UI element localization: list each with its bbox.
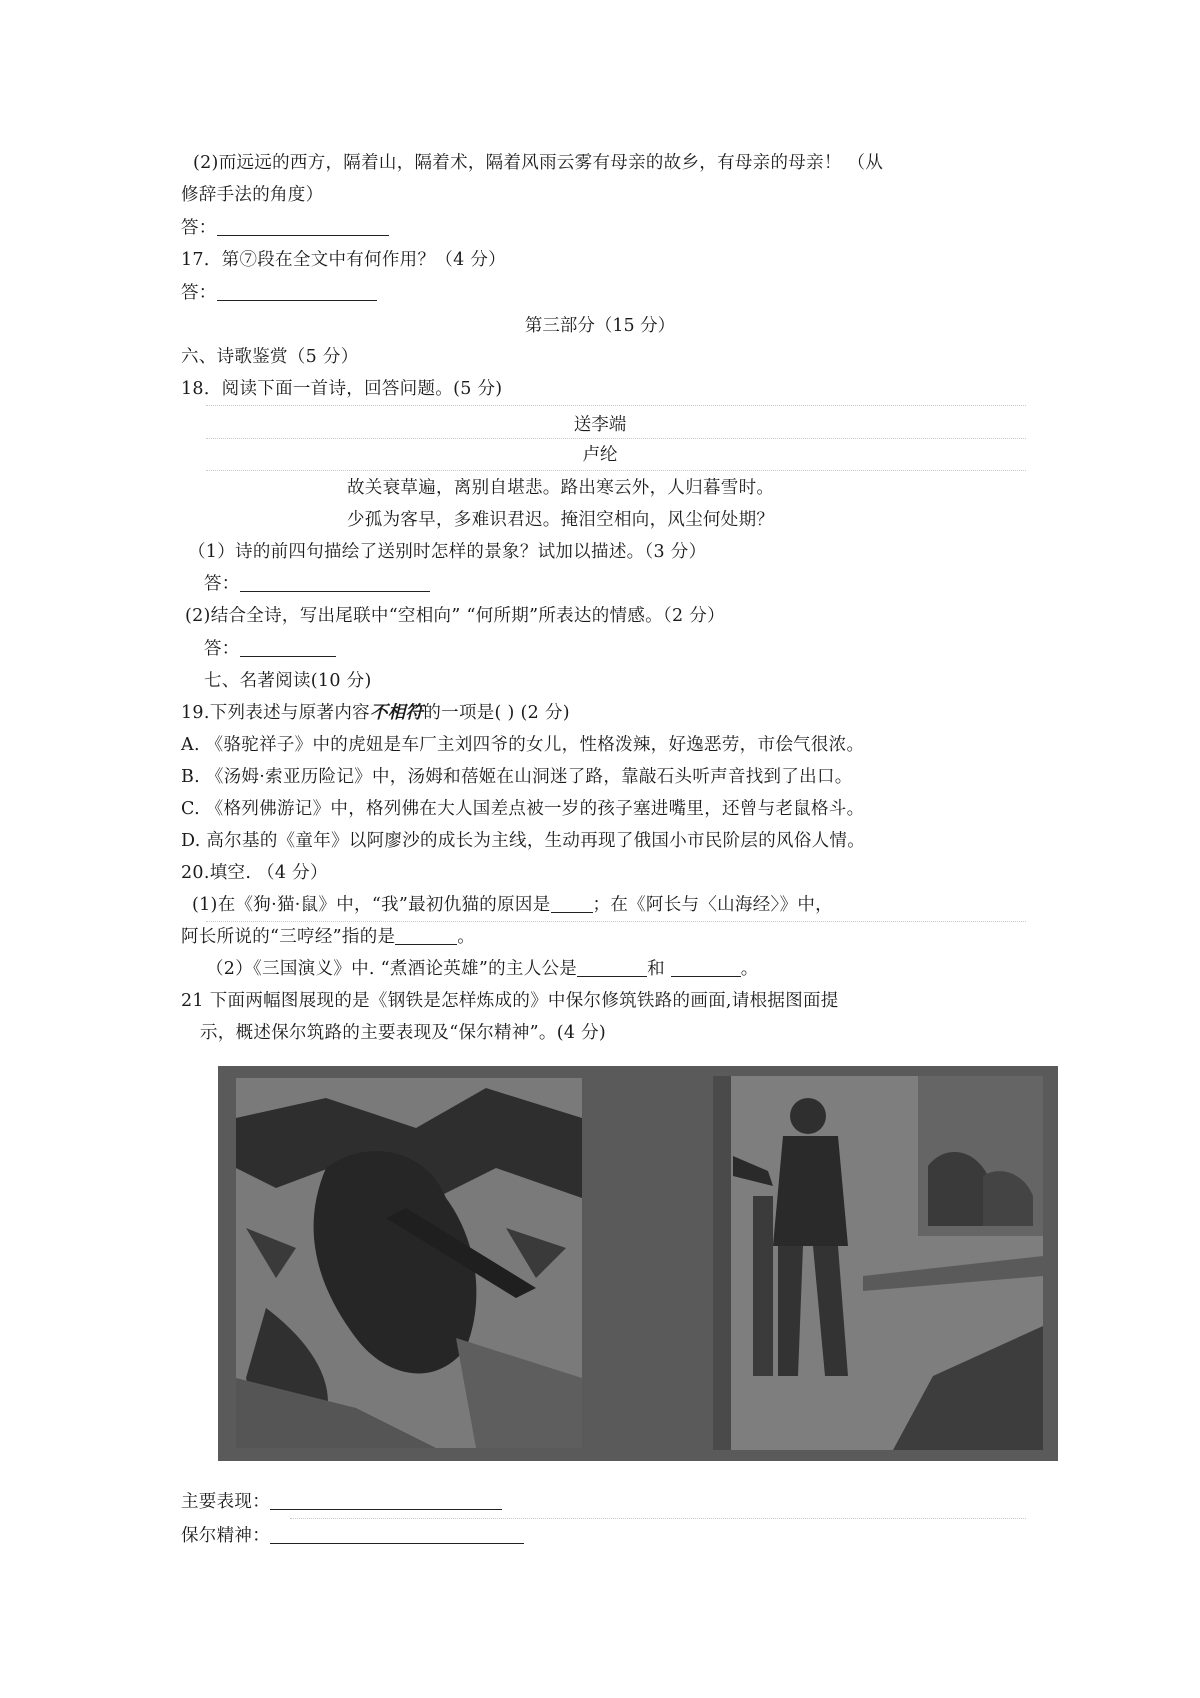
answer-label: 答： — [181, 218, 217, 238]
q21-line1: 21 下面两幅图展现的是《钢铁是怎样炼成的》中保尔修筑铁路的画面,请根据图面提 — [181, 991, 839, 1011]
answer-blank[interactable] — [217, 219, 389, 236]
answer-blank[interactable] — [270, 1527, 524, 1544]
q21-answer1-row — [181, 1491, 502, 1513]
q19-option-a: A. 《骆驼祥子》中的虎妞是车厂主刘四爷的女儿，性格泼辣，好逸恶劳，市侩气很浓。 — [181, 735, 865, 755]
poem-author: 卢纶 — [582, 445, 618, 465]
q21-line2: 示，概述保尔筑路的主要表现及“保尔精神”。(4 分) — [200, 1023, 607, 1043]
q18-sub1: （1）诗的前四句描绘了送别时怎样的景象？试加以描述。（3 分） — [188, 542, 707, 562]
answer-blank[interactable] — [240, 575, 430, 592]
q20-sub2-part-c: 。 — [740, 959, 759, 979]
q20-sub1-line1 — [192, 894, 833, 916]
illustration-right-drawing — [713, 1076, 1043, 1450]
fill-blank[interactable] — [671, 960, 741, 977]
answer-blank[interactable] — [240, 640, 336, 657]
answer-label: 答： — [181, 283, 217, 303]
answer-blank[interactable] — [270, 1493, 502, 1510]
q21-answer2-row — [181, 1525, 524, 1547]
q18-text: 18．阅读下面一首诗，回答问题。(5 分) — [181, 379, 503, 399]
q19-emphasis: 不相符 — [369, 703, 424, 723]
answer-label: 答： — [204, 639, 240, 659]
divider — [206, 470, 1026, 471]
section6-title: 六、诗歌鉴赏（5 分） — [181, 347, 359, 367]
answer-label: 答： — [204, 574, 240, 594]
section7-title: 七、名著阅读(10 分) — [204, 671, 372, 691]
q16-item2-line2: 修辞手法的角度） — [181, 185, 324, 205]
q19-option-c: C. 《格列佛游记》中，格列佛在大人国差点被一岁的孩子塞进嘴里，还曾与老鼠格斗。 — [181, 799, 865, 819]
fill-blank[interactable] — [577, 960, 647, 977]
q17-text: 17．第⑦段在全文中有何作用？（4 分） — [181, 250, 506, 270]
q20-sub2-part-b: 和 — [647, 959, 671, 979]
q16-answer-row — [181, 217, 389, 239]
part3-title: 第三部分（15 分） — [524, 316, 676, 336]
answer-label: 保尔精神： — [181, 1526, 270, 1546]
q20-sub1-part-d: 。 — [457, 927, 476, 947]
divider — [290, 1518, 1026, 1519]
q20-sub2-part-a: （2）《三国演义》中. “煮酒论英雄”的主人公是 — [206, 959, 578, 979]
poem-line2: 少孤为客早，多难识君迟。掩泪空相向，风尘何处期？ — [347, 510, 775, 530]
divider — [206, 921, 1026, 922]
q18-sub2: (2)结合全诗，写出尾联中“空相向” “何所期”所表达的情感。（2 分） — [185, 606, 725, 626]
illustration-right — [713, 1076, 1043, 1450]
q19-option-b: B. 《汤姆·索亚历险记》中，汤姆和蓓姬在山洞迷了路，靠敲石头听声音找到了出口。 — [181, 767, 853, 787]
q19-option-d: D. 高尔基的《童年》以阿廖沙的成长为主线，生动再现了俄国小市民阶层的风俗人情。 — [181, 831, 866, 851]
q20-sub2 — [206, 958, 759, 980]
q20-sub1-part-a: (1)在《狗·猫·鼠》中，“我”最初仇猫的原因是 — [192, 895, 551, 915]
q19-text — [181, 702, 570, 724]
poem-line1: 故关衰草遍，离别自堪悲。路出寒云外，人归暮雪时。 — [347, 478, 775, 498]
answer-blank[interactable] — [217, 284, 377, 301]
fill-blank[interactable] — [395, 928, 457, 945]
illustrations-figure — [218, 1066, 1058, 1461]
q16-item2-line1: (2)而远远的西方，隔着山，隔着术，隔着风雨云雾有母亲的故乡，有母亲的母亲！ （从 — [193, 153, 884, 173]
q19-prefix: 19.下列表述与原著内容 — [181, 703, 370, 723]
q20-sub1-part-c: 阿长所说的“三哼经”指的是 — [181, 927, 396, 947]
divider — [206, 438, 1026, 439]
divider — [206, 405, 1026, 406]
illustration-left — [236, 1078, 582, 1448]
q20-sub1-line2 — [181, 926, 475, 948]
poem-title: 送李端 — [573, 415, 627, 435]
q17-answer-row — [181, 282, 377, 304]
q18-sub2-answer-row — [204, 638, 336, 660]
q19-suffix: 的一项是( ) (2 分) — [423, 703, 570, 723]
q18-sub1-answer-row — [204, 573, 430, 595]
q20-sub1-part-b: ；在《阿长与〈山海经〉》中， — [592, 895, 833, 915]
answer-label: 主要表现： — [181, 1492, 270, 1512]
illustration-left-drawing — [236, 1078, 582, 1448]
q20-text: 20.填空. （4 分） — [181, 863, 328, 883]
fill-blank[interactable] — [551, 896, 593, 913]
